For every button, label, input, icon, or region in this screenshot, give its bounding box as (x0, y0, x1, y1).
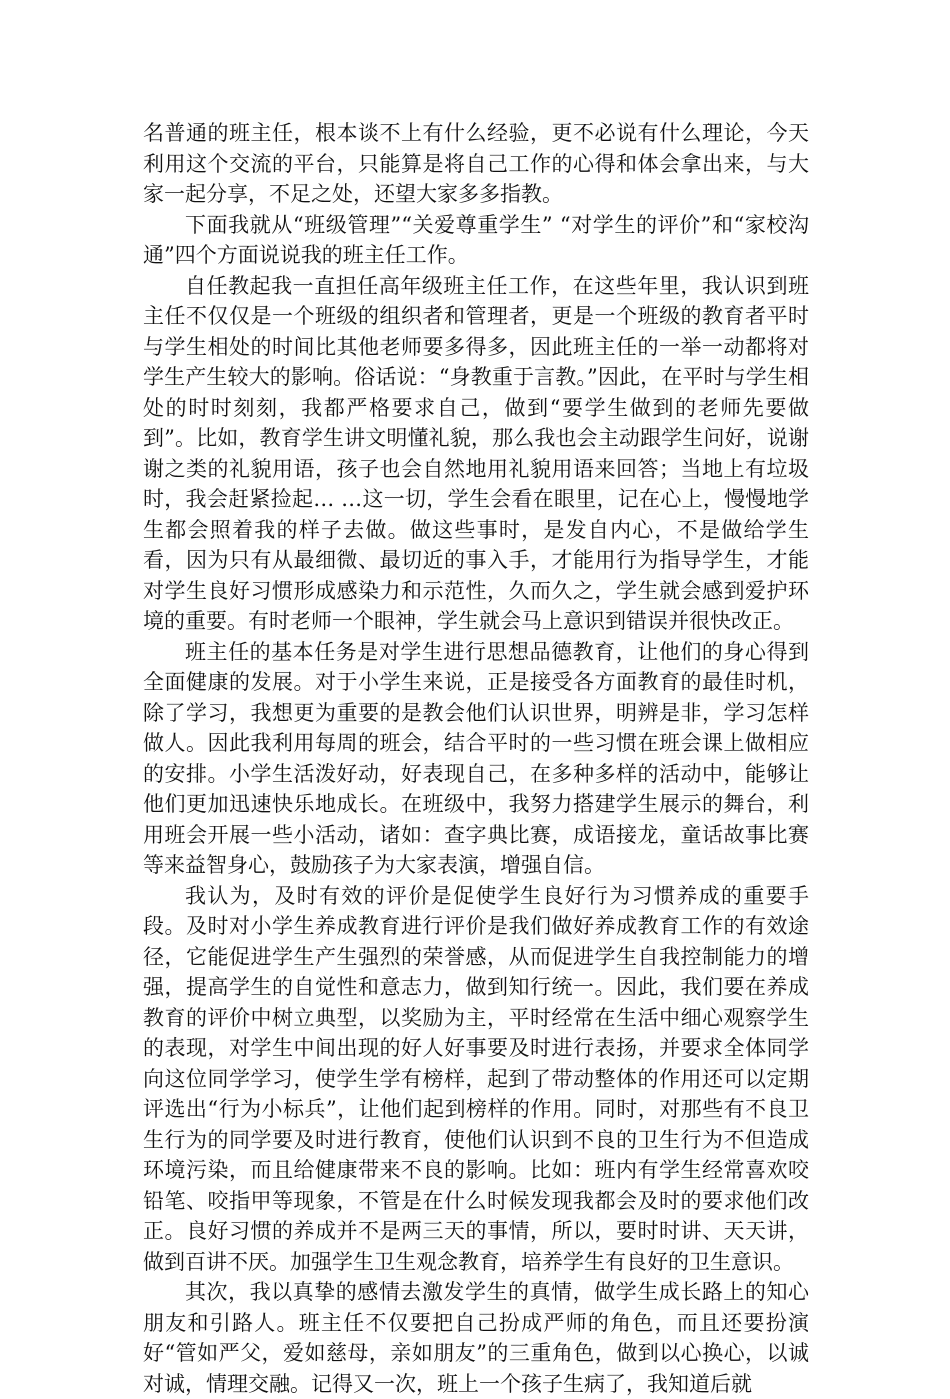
paragraph-evaluation: 我认为，及时有效的评价是促使学生良好行为习惯养成的重要手段。及时对小学生养成教育进行评价是我们做好养成教育工作的有效途径，它能促进学生产生强烈的荣誉感，从而促进学生自我控制能力的增强，提高学生的自觉性和意志力，做到知行统一。因此，我们要在养成教育的评价中树立典型，以奖励为主，平时经常在生活中细心观察学生的表现，对学生中间出现的好人好事要及时进行表扬，并要求全体同学向这位同学学习，使学生学有榜样，起到了带动整体的作用还可以定期评选出“行为小标兵”，让他们起到榜样的作用。同时，对那些有不良卫生行为的同学要及时进行教育，使他们认识到不良的卫生行为不但造成环境污染，而且给健康带来不良的影响。比如：班内有学生经常喜欢咬铅笔、咬指甲等现象，不管是在什么时候发现我都会及时的要求他们改正。良好习惯的养成并不是两三天的事情，所以，要时时讲、天天讲，做到百讲不厌。加强学生卫生观念教育，培养学生有良好的卫生意识。 (143, 883, 809, 1274)
paragraph-outline: 下面我就从“班级管理”“关爱尊重学生” “对学生的评价”和“家校沟通”四个方面说说我的班主任工作。 (143, 212, 809, 267)
paragraph-intro-continued: 名普通的班主任，根本谈不上有什么经验，更不必说有什么理论，今天利用这个交流的平台，只能算是将自己工作的心得和体会拿出来，与大家一起分享，不足之处，还望大家多多指教。 (143, 121, 809, 206)
paragraph-moral-education: 班主任的基本任务是对学生进行思想品德教育，让他们的身心得到全面健康的发展。对于小学生来说，正是接受各方面教育的最佳时机，除了学习，我想更为重要的是教会他们认识世界，明辨是非，学习怎样做人。因此我利用每周的班会，结合平时的一些习惯在班会课上做相应的安排。小学生活泼好动，好表现自己，在多种多样的活动中，能够让他们更加迅速快乐地成长。在班级中，我努力搭建学生展示的舞台，利用班会开展一些小活动，诸如：查字典比赛，成语接龙，童话故事比赛等来益智身心，鼓励孩子为大家表演，增强自信。 (143, 639, 809, 877)
paragraph-care-respect: 其次，我以真挚的感情去激发学生的真情，做学生成长路上的知心朋友和引路人。班主任不仅要把自己扮成严师的角色，而且还要扮演好“管如严父，爱如慈母，亲如朋友”的三重角色，做到以心换心，以诚对诚，情理交融。记得又一次，班上一个孩子生病了，我知道后就 (143, 1280, 809, 1396)
paragraph-lead-by-example: 自任教起我一直担任高年级班主任工作，在这些年里，我认识到班主任不仅仅是一个班级的组织者和管理者，更是一个班级的教育者平时与学生相处的时间比其他老师要多得多，因此班主任的一举一动都将对学生产生较大的影响。俗话说：“身教重于言教。”因此，在平时与学生相处的时时刻刻，我都严格要求自己，做到“要学生做到的老师先要做到”。比如，教育学生讲文明懂礼貌，那么我也会主动跟学生问好，说谢谢之类的礼貌用语，孩子也会自然地用礼貌用语来回答；当地上有垃圾时，我会赶紧捡起… …这一切，学生会看在眼里，记在心上，慢慢地学生都会照着我的样子去做。做这些事时，是发自内心，不是做给学生看，因为只有从最细微、最切近的事入手，才能用行为指导学生，才能对学生良好习惯形成感染力和示范性，久而久之，学生就会感到爱护环境的重要。有时老师一个眼神，学生就会马上意识到错误并很快改正。 (143, 273, 809, 633)
document-page (143, 118, 809, 1399)
